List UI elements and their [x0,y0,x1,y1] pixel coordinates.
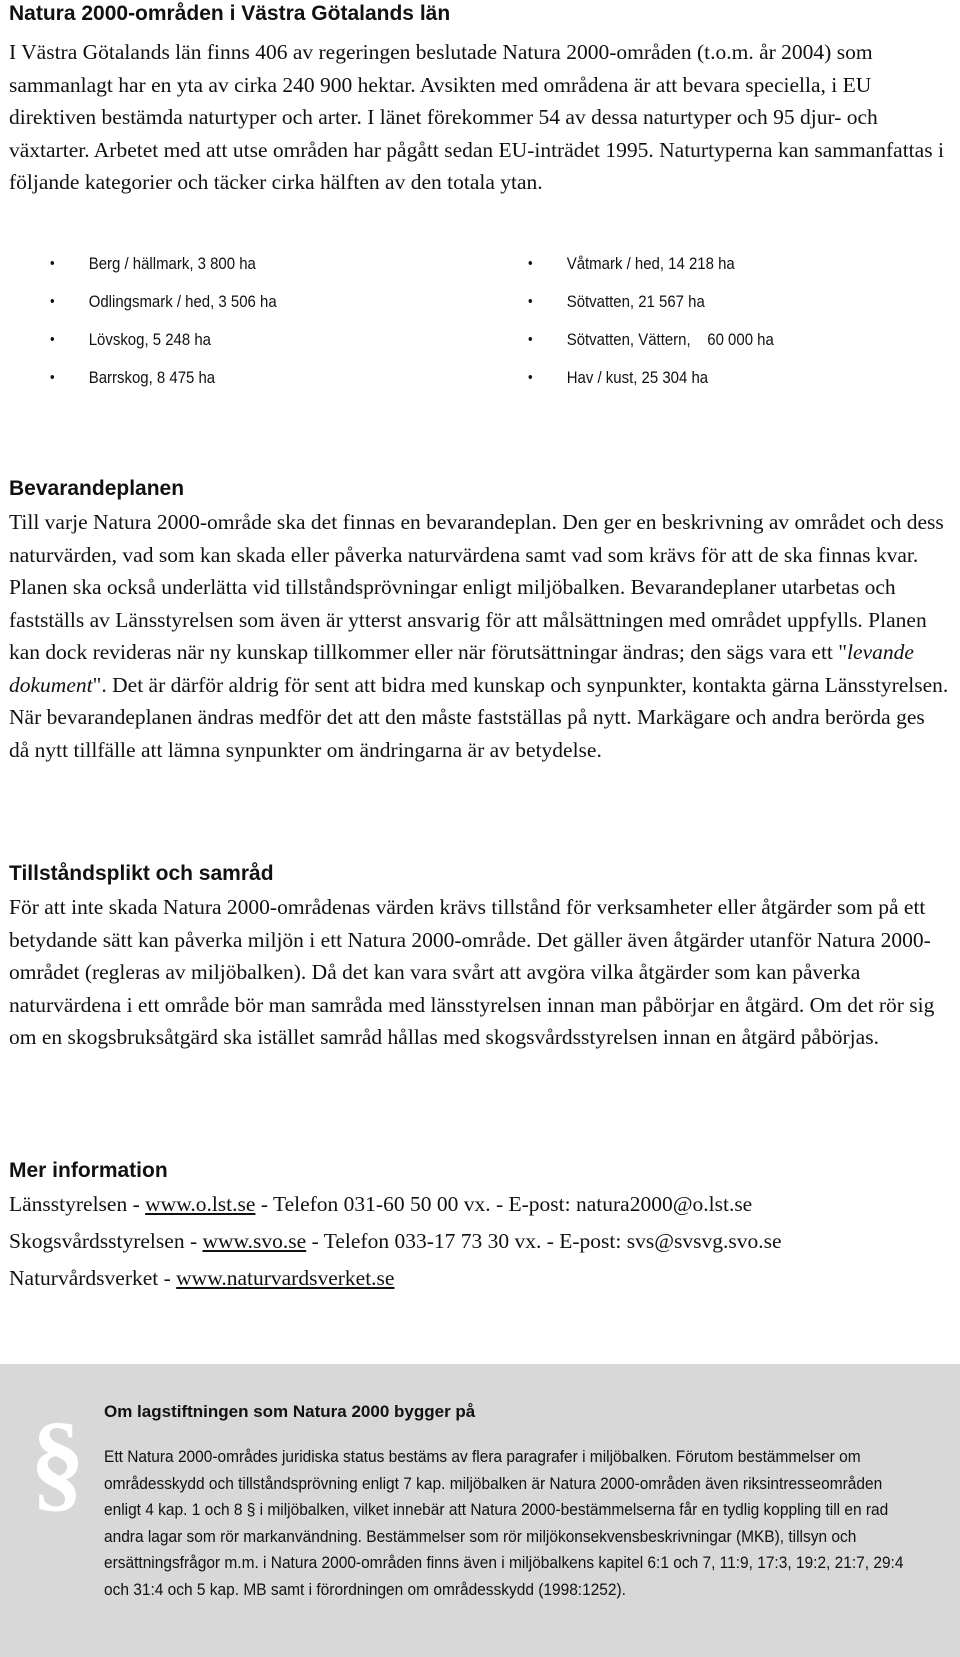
contact-line-naturvardsverket: Naturvårdsverket - www.naturvardsverket.se [9,1266,395,1290]
habitat-list-left [50,253,277,405]
bullet-icon: • [50,369,55,386]
section-heading-tillstandsplikt: Tillståndsplikt och samråd [9,862,274,885]
contact-list [9,1188,782,1299]
paragraph-sign-icon: § [30,1400,85,1522]
contact-line-lansstyrelsen: Länsstyrelsen - www.o.lst.se - Telefon 031-60 50 00 vx. - E-post: natura2000@o.lst.se [9,1192,753,1216]
bullet-icon: • [528,331,533,348]
legislation-info-box [0,1364,960,1657]
list-item: • Hav / kust, 25 304 ha [528,368,709,387]
bullet-icon: • [50,255,55,272]
bullet-icon: • [50,293,55,310]
bullet-icon: • [528,369,533,386]
bullet-icon: • [50,331,55,348]
link-naturvardsverket[interactable]: www.naturvardsverket.se [176,1266,395,1290]
list-item: • Våtmark / hed, 14 218 ha [528,254,735,273]
section-heading-mer-information: Mer information [9,1159,168,1182]
list-item: • Berg / hällmark, 3 800 ha [50,254,256,273]
bevarandeplanen-paragraph: Till varje Natura 2000-område ska det finnas en bevarandeplan. Den ger en beskrivning av området och dess naturvärden, vad som kan skada eller påverka naturvärdena samt vad som krävs för att de ska finnas kvar. Planen ska också underlätta vid tillståndsprövningar enligt miljöbalken. Bevarandeplaner utarbetas och fastställs av Länsstyrelsen som även är ytterst ansvarig för att målsättningen med området uppfylls. Planen kan dock revideras när ny kunskap tillkommer eller när förutsättningar ändras; den sägs vara ett "levande dokument". Det är därför aldrig för sent att bidra med kunskap och synpunkter, kontakta gärna Länsstyrelsen. När bevarandeplanen ändras medför det att den måste fastställas på nytt. Markägare och andra berörda ges då nytt tillfälle att lämna synpunkter om ändringarna är av betydelse. [9,510,949,762]
list-item: • Sötvatten, 21 567 ha [528,292,705,311]
tillstandsplikt-paragraph: För att inte skada Natura 2000-områdenas värden krävs tillstånd för verksamheter eller åtgärder som på ett betydande sätt kan påverka miljön i ett Natura 2000-område. Det gäller även åtgärder utanför Natura 2000-området (regleras av miljöbalken). Då det kan vara svårt att avgöra vilka åtgärder som kan påverka naturvärdena i ett område bör man samråda med länsstyrelsen innan man påbörjar en åtgärd. Om det rör sig om en skogsbruksåtgärd ska istället samråd hållas med skogsvårdsstyrelsen innan en åtgärd påbörjas. [9,895,935,1049]
bullet-icon: • [528,255,533,272]
link-skogsvardsstyrelsen[interactable]: www.svo.se [202,1229,307,1253]
habitat-list-right [528,253,774,405]
contact-line-skogsvardsstyrelsen: Skogsvårdsstyrelsen - www.svo.se - Telefon 033-17 73 30 vx. - E-post: svs@svsvg.svo.se [9,1229,782,1253]
emphasis-text: levande dokument [9,640,914,697]
intro-paragraph: I Västra Götalands län finns 406 av regeringen beslutade Natura 2000-områden (t.o.m. år 2004) som sammanlagt har en yta av cirka 240 900 hektar. Avsikten med områdena är att bevara speciella, i EU direktiven bestämda naturtyper och arter. I länet förekommer 54 av dessa naturtyper och 95 djur- och växtarter. Arbetet med att utse områden har pågått sedan EU-inträdet 1995. Naturtyperna kan sammanfattas i följande kategorier och täcker cirka hälften av den totala ytan. [9,40,944,194]
section-heading-bevarandeplanen: Bevarandeplanen [9,477,185,500]
list-item: • Odlingsmark / hed, 3 506 ha [50,292,277,311]
legislation-text: Ett Natura 2000-områdes juridiska status bestäms av flera paragrafer i miljöbalken. Förutom bestämmelser om områdesskydd och tillståndsprövning enligt 7 kap. miljöbalken är Natura 2000-områden även riksintresseområden enligt 4 kap. 1 och 8 § i miljöbalken, vilket innebär att Natura 2000-bestämmelserna får en tydlig koppling till en rad andra lagar som rör markanvändning. Bestämmelser som rör miljökonsekvensbeskrivningar (MKB), tillsyn och ersättningsfrågor m.m. i Natura 2000-områden finns även i miljöbalkens kapitel 6:1 och 7, 11:9, 17:3, 19:2, 21:7, 29:4 och 31:4 och 5 kap. MB samt i förordningen om områdesskydd (1998:1252). [104,1447,904,1599]
list-item: • Sötvatten, Vättern, 60 000 ha [528,330,774,349]
list-item: • Barrskog, 8 475 ha [50,368,216,387]
legislation-heading: Om lagstiftningen som Natura 2000 bygger på [104,1402,476,1421]
list-item: • Lövskog, 5 248 ha [50,330,211,349]
page-title: Natura 2000-områden i Västra Götalands län [9,2,451,25]
link-lansstyrelsen[interactable]: www.o.lst.se [145,1192,256,1216]
bullet-icon: • [528,293,533,310]
